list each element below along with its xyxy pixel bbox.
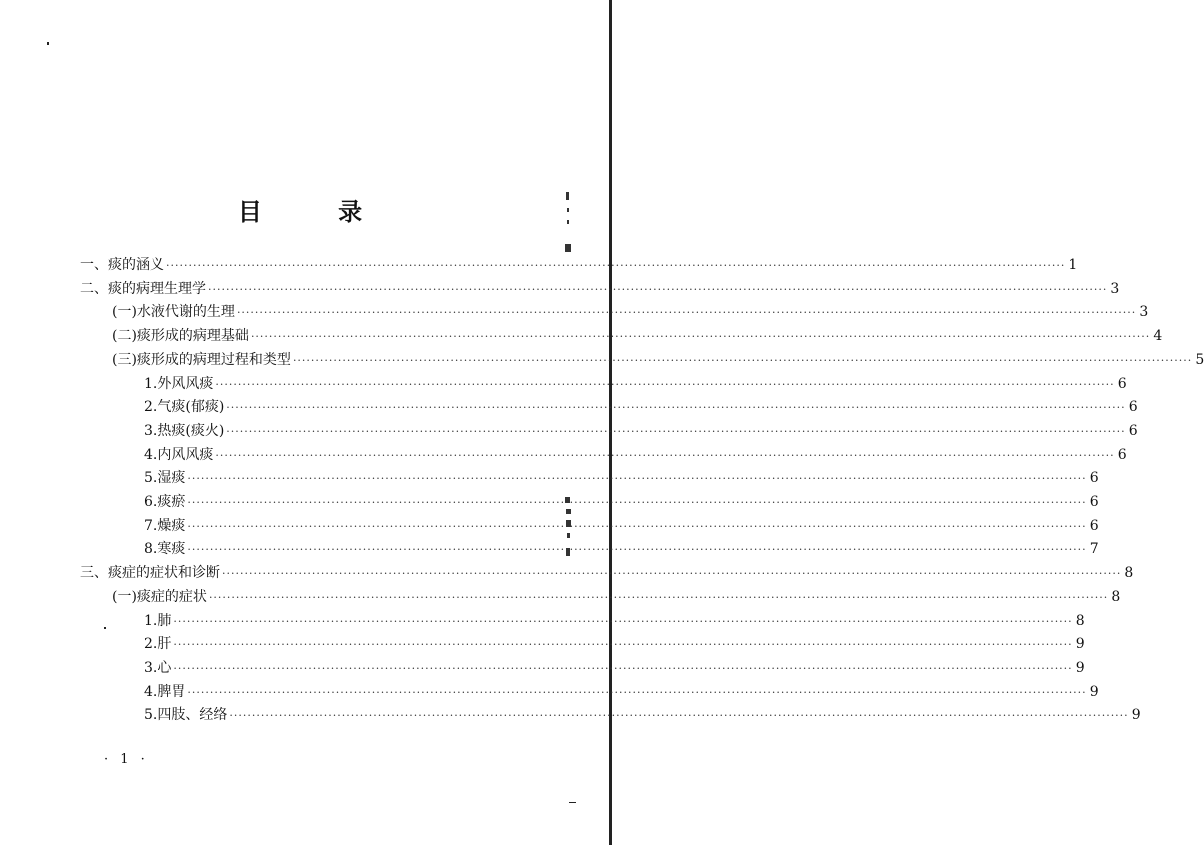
toc-entry-label: 2.气痰(郁痰)	[144, 399, 225, 415]
dot-leader: ········································································································································································································	[187, 686, 1087, 699]
toc-entry-page: 6	[1089, 518, 1099, 534]
toc-entry	[112, 325, 1163, 347]
toc-entry-label: 7.燥痰	[144, 518, 186, 534]
toc-entry-page: 5	[1195, 352, 1204, 368]
toc-entry	[112, 301, 1149, 323]
toc-entry-label: 5.湿痰	[144, 470, 186, 486]
toc-entry	[144, 491, 1099, 513]
dot-leader: ········································································································································································································	[292, 354, 1193, 367]
toc-entry-page: 9	[1075, 660, 1085, 676]
toc-entry-label: 三、痰症的症状和诊断	[80, 565, 220, 581]
scan-speck	[47, 42, 49, 45]
toc-entry	[144, 657, 1085, 679]
toc-entry-label: 4.脾胃	[144, 684, 186, 700]
toc-entry-page: 8	[1111, 589, 1121, 605]
dot-leader: ········································································································································································································	[187, 520, 1087, 533]
dot-leader: ········································································································································································································	[187, 496, 1087, 509]
toc-entry	[80, 278, 1120, 300]
toc-entry-label: 一、痰的涵义	[80, 257, 164, 273]
page-number: · 1 ·	[104, 752, 149, 767]
toc-entry	[112, 349, 1204, 371]
toc-entry-label: 3.心	[144, 660, 172, 676]
toc-entry-label: 6.痰瘀	[144, 494, 186, 510]
scan-speck	[569, 802, 576, 803]
dot-leader: ········································································································································································································	[208, 591, 1109, 604]
dot-leader: ········································································································································································································	[173, 662, 1073, 675]
toc-entry-label: 二、痰的病理生理学	[80, 281, 206, 297]
dot-leader: ········································································································································································································	[215, 378, 1115, 391]
toc-entry-page: 8	[1124, 565, 1134, 581]
toc-entry-label: 5.四肢、经络	[144, 707, 228, 723]
toc-entry-page: 6	[1117, 376, 1127, 392]
toc-entry	[144, 515, 1099, 537]
toc-entry	[144, 538, 1099, 560]
toc-entry-label: 1.肺	[144, 613, 172, 629]
toc-entry-page: 9	[1131, 707, 1141, 723]
toc-entry-page: 3	[1139, 304, 1149, 320]
toc-entry	[144, 444, 1127, 466]
dot-leader: ········································································································································································································	[173, 638, 1073, 651]
toc-entry	[144, 610, 1085, 632]
dot-leader: ········································································································································································································	[187, 543, 1087, 556]
dot-leader: ········································································································································································································	[173, 615, 1073, 628]
toc-entry	[144, 633, 1085, 655]
dot-leader: ········································································································································································································	[229, 709, 1129, 722]
toc-entry-page: 6	[1128, 399, 1138, 415]
toc-entry-page: 9	[1089, 684, 1099, 700]
scan-speck	[104, 627, 106, 629]
toc-entry	[144, 467, 1099, 489]
dot-leader: ········································································································································································································	[222, 567, 1122, 580]
toc-entry	[80, 254, 1078, 276]
toc-entry-page: 6	[1089, 470, 1099, 486]
toc-entry-page: 9	[1075, 636, 1085, 652]
toc-entry	[144, 681, 1099, 703]
toc-entry-label: 2.肝	[144, 636, 172, 652]
toc-entry	[144, 396, 1138, 418]
toc-entry-label: (二)痰形成的病理基础	[112, 328, 249, 344]
toc-entry	[144, 704, 1141, 726]
dot-leader: ········································································································································································································	[226, 401, 1126, 414]
toc-entry-label: 8.寒痰	[144, 541, 186, 557]
dot-leader: ········································································································································································································	[187, 472, 1087, 485]
dot-leader: ········································································································································································································	[166, 259, 1066, 272]
dot-leader: ········································································································································································································	[250, 330, 1151, 343]
toc-entry-label: 3.热痰(痰火)	[144, 423, 225, 439]
dot-leader: ········································································································································································································	[226, 425, 1126, 438]
toc-entry-label: 4.内风风痰	[144, 447, 214, 463]
toc-entry-page: 3	[1110, 281, 1120, 297]
toc-entry-label: 1.外风风痰	[144, 376, 214, 392]
toc-entry-label: (三)痰形成的病理过程和类型	[112, 352, 291, 368]
toc-entry	[112, 586, 1121, 608]
toc-entry-page: 6	[1089, 494, 1099, 510]
toc-entry-label: (一)水液代谢的生理	[112, 304, 235, 320]
toc-entry-label: (一)痰症的症状	[112, 589, 207, 605]
toc-entry-page: 6	[1117, 447, 1127, 463]
toc-entry-page: 6	[1128, 423, 1138, 439]
toc-entry	[80, 562, 1134, 584]
toc-entry	[144, 420, 1138, 442]
toc-entry-page: 1	[1068, 257, 1078, 273]
toc-entry-page: 7	[1089, 541, 1099, 557]
dot-leader: ········································································································································································································	[215, 449, 1115, 462]
page-title: 目 录	[237, 198, 397, 226]
dot-leader: ········································································································································································································	[208, 283, 1108, 296]
toc-entry-page: 8	[1075, 613, 1085, 629]
toc-entry	[144, 373, 1127, 395]
dot-leader: ········································································································································································································	[236, 306, 1137, 319]
toc-entry-page: 4	[1153, 328, 1163, 344]
